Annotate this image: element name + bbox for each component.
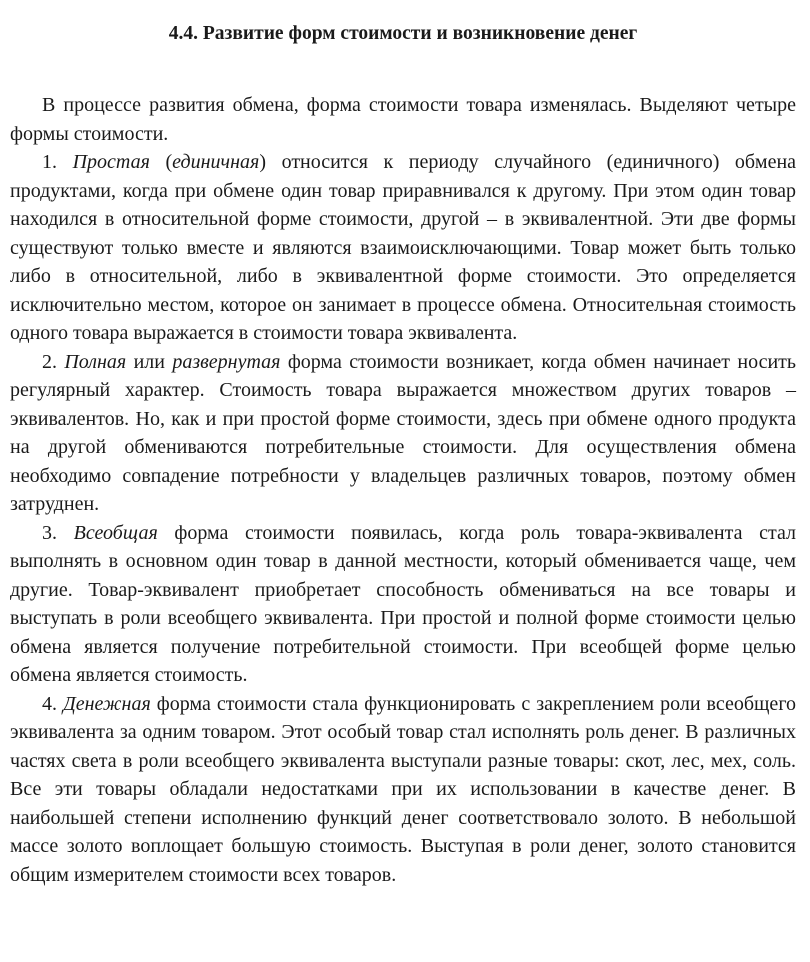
paragraph-body: форма стоимости появилась, когда роль товара-эквивалента стал выполнять в основном один товар в данной местности, который обменивается чаще, чем другие. Товар-эквивалент приобретает способность обмениваться на все товары и выступать в роли всеобщего эквивалента. При простой и полной форме стоимости целью обмена является получение потребительной стоимости. При всеобщей форме целью обмена является стоимость. <box>10 521 796 686</box>
term-money: Денежная <box>63 692 151 715</box>
term-expanded: развернутая <box>172 350 281 373</box>
intro-paragraph <box>10 91 796 148</box>
paren-open: ( <box>165 151 173 173</box>
section-heading: 4.4. Развитие форм стоимости и возникновение денег <box>168 23 638 44</box>
item-number: 3. <box>42 521 57 544</box>
term-full: Полная <box>64 350 127 373</box>
term-single: единичная <box>172 151 260 173</box>
paragraph-money-form <box>10 690 796 890</box>
term-simple: Простая <box>72 151 150 173</box>
item-number: 4. <box>42 692 57 715</box>
term-universal: Всеобщая <box>73 521 158 544</box>
paragraph-full-form <box>10 348 796 519</box>
paragraph-body: форма стоимости возникает, когда обмен начинает носить регулярный характер. Стоимость товара выражается множеством других товаров – эквивалентов. Но, как и при простой форме стоимости, здесь при обмене одного продукта на другой обмениваются потребительные стоимости. Для осуществления обмена необходимо совпадение потребности у владельцев различных товаров, поэтому обмен затруднен. <box>10 350 797 515</box>
paragraph-universal-form <box>10 519 796 690</box>
paren-close: ) <box>259 151 266 173</box>
intro-text: В процессе развития обмена, форма стоимости товара изменялась. Выделяют четыре формы стоимости. <box>10 94 796 145</box>
paragraph-simple-form <box>10 148 796 348</box>
item-number: 2. <box>42 350 57 373</box>
paragraph-body: относится к периоду случайного (единичного) обмена продуктами, когда при обмене один товар приравнивался к другому. При этом один товар находился в относительной форме стоимости, другой – в эквивалентной. Эти две формы существуют только вместе и являются взаимоисключающими. Товар может быть только либо в относительной, либо в эквивалентной форме стоимости. Это определяется исключительно местом, которое он занимает в процессе обмена. Относительная стоимость одного товара выражается в стоимости товара эквивалента. <box>10 151 797 344</box>
term-joiner: или <box>133 350 165 373</box>
paragraph-body: форма стоимости стала функционировать с закреплением роли всеобщего эквивалента за одним товаром. Этот особый товар стал исполнять роль денег. В различных частях света в роли всеобщего эквивалента выступали разные товары: скот, лес, мех, соль. Все эти товары обладали недостатками при их использовании в качестве денег. В наибольшей степени исполнению функций денег соответствовало золото. В небольшой массе золото воплощает большую стоимость. Выступая в роли денег, золото становится общим измерителем стоимости всех товаров. <box>10 692 797 886</box>
item-number: 1. <box>42 151 57 173</box>
